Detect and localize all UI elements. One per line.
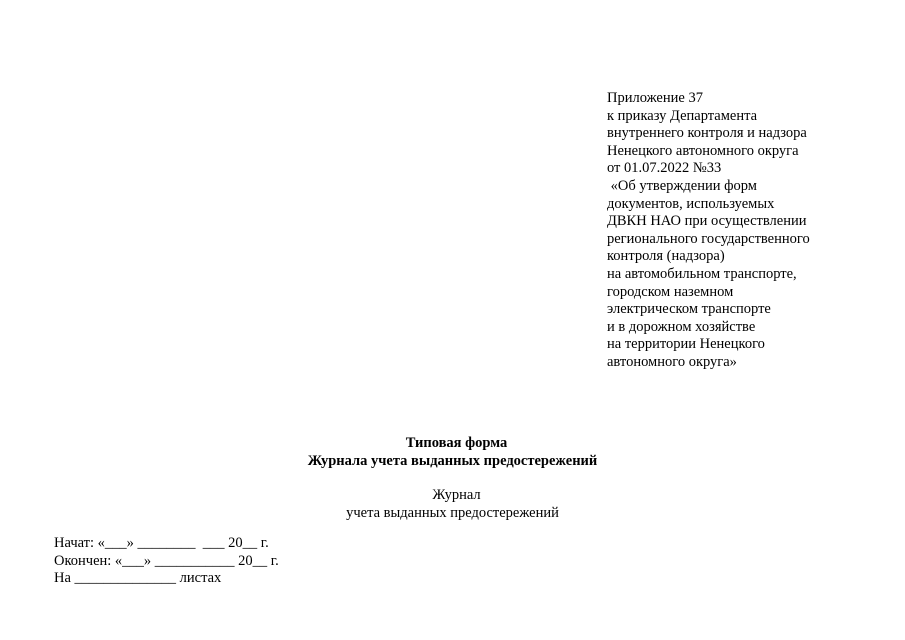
- appendix-line: контроля (надзора): [607, 248, 725, 265]
- appendix-line: городском наземном: [607, 283, 734, 300]
- subtitle-line-journal: Журнал: [432, 487, 481, 503]
- appendix-line: и в дорожном хозяйстве: [607, 318, 756, 335]
- appendix-line: от 01.07.2022 №33: [607, 160, 722, 177]
- title-line-form-type: Типовая форма: [405, 435, 508, 451]
- appendix-line: регионального государственного: [607, 230, 810, 247]
- appendix-line: Приложение 37: [607, 90, 703, 106]
- journal-fields: [54, 535, 279, 588]
- document-title: [0, 435, 905, 470]
- finished-date-field: Окончен: «___» ___________ 20__ г.: [54, 552, 279, 569]
- title-line-journal-name: Журнала учета выданных предостережений: [307, 452, 598, 469]
- appendix-block: [607, 90, 897, 372]
- appendix-line: к приказу Департамента: [607, 107, 758, 124]
- appendix-line: ДВКН НАО при осуществлении: [607, 213, 807, 230]
- started-date-field: Начат: «___» ________ ___ 20__ г.: [54, 535, 269, 551]
- appendix-line: документов, используемых: [607, 195, 775, 212]
- appendix-line: внутреннего контроля и надзора: [607, 125, 807, 142]
- appendix-line: электрическом транспорте: [607, 301, 771, 318]
- journal-subtitle: [0, 487, 905, 522]
- appendix-line: Ненецкого автономного округа: [607, 142, 799, 159]
- appendix-line: автономного округа»: [607, 353, 737, 370]
- appendix-line: на территории Ненецкого: [607, 336, 765, 353]
- appendix-line: «Об утверждении форм: [607, 177, 757, 194]
- subtitle-line-description: учета выданных предостережений: [346, 504, 559, 521]
- appendix-line: на автомобильном транспорте,: [607, 265, 797, 282]
- sheets-count-field: На ______________ листах: [54, 570, 222, 587]
